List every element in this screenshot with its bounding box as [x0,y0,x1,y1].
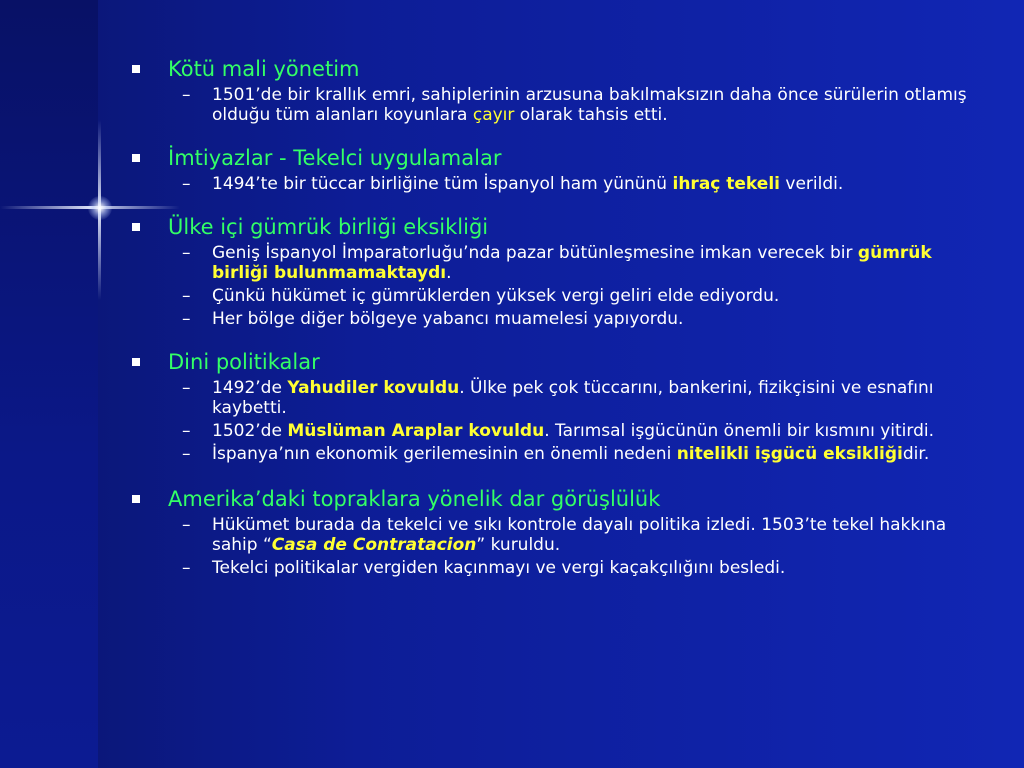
text: Geniş İspanyol İmparatorluğu’nda pazar bütünleşmesine imkan verecek bir [212,243,858,263]
text: . Ülke pek çok tüccarını, bankerini, fizikçisini ve esnafını kaybetti. [212,378,934,418]
section-customs-union [130,214,990,329]
highlight-text: Casa de Contratacion [271,535,477,555]
highlight-text: Müslüman Araplar kovuldu [287,421,545,441]
heading-text: Amerika’daki topraklara yönelik dar görüşlülük [168,487,661,511]
sub-item [130,558,990,578]
text: . Tarımsal işgücünün önemli bir kısmını yitirdi. [544,421,935,441]
text: 1494’te bir tüccar birliğine tüm İspanyol ham yününü [212,174,673,194]
heading-text: Kötü mali yönetim [168,57,360,81]
dash-bullet: – [182,286,191,306]
highlight-text: nitelikli işgücü eksikliği [676,444,903,464]
square-bullet-icon [132,358,140,366]
left-panel [0,0,98,768]
text: 1502’de [212,421,288,441]
text: 1501’de bir krallık emri, sahiplerinin arzusuna bakılmaksızın daha önce sürülerin otlamış olduğu tüm alanları koyunlara [212,85,967,125]
sub-item [130,174,990,194]
dash-bullet: – [182,85,191,105]
text: Hükümet burada da tekelci ve sıkı kontrole dayalı politika izledi. 1503’te tekel hakkına sahip “ [212,515,947,555]
square-bullet-icon [132,223,140,231]
heading-text: İmtiyazlar - Tekelci uygulamalar [168,146,502,170]
sub-item [130,309,990,329]
text: verildi. [779,174,844,194]
sub-item [130,444,990,464]
text: 1492’de [212,378,288,398]
text: Her bölge diğer bölgeye yabancı muamelesi yapıyordu. [212,309,684,329]
dash-bullet: – [182,515,191,535]
text: dir. [902,444,930,464]
square-bullet-icon [132,495,140,503]
sub-item [130,515,990,555]
text: İspanya’nın ekonomik gerilemesinin en önemli nedeni [212,444,677,464]
square-bullet-icon [132,154,140,162]
text: Çünkü hükümet iç gümrüklerden yüksek vergi geliri elde ediyordu. [212,286,780,306]
sub-item [130,85,990,125]
dash-bullet: – [182,558,191,578]
highlight-text: ihraç tekeli [672,174,780,194]
text: Tekelci politikalar vergiden kaçınmayı ve vergi kaçakçılığını besledi. [212,558,786,578]
dash-bullet: – [182,174,191,194]
section-americas-shortsightedness [130,486,990,578]
section-religious-policies [130,349,990,464]
heading-text: Ülke içi gümrük birliği eksikliği [168,215,489,239]
highlight-text: gümrük birliği bulunmamaktaydı [212,243,932,283]
sub-item [130,421,990,441]
sub-item [130,286,990,306]
sub-item [130,378,990,418]
dash-bullet: – [182,243,191,263]
bullet-heading [130,349,990,375]
sub-item [130,243,990,283]
light-flare-icon [88,196,112,220]
dash-bullet: – [182,378,191,398]
text: . [446,263,452,283]
bullet-heading [130,56,990,82]
bullet-heading [130,486,990,512]
highlight-text: Yahudiler kovuldu [287,378,460,398]
heading-text: Dini politikalar [168,350,320,374]
text: ” kuruldu. [476,535,561,555]
dash-bullet: – [182,309,191,329]
slide-content [130,56,990,598]
dash-bullet: – [182,444,191,464]
bullet-heading [130,214,990,240]
section-privileges-monopolies [130,145,990,194]
section-bad-fiscal-management [130,56,990,125]
bullet-heading [130,145,990,171]
dash-bullet: – [182,421,191,441]
square-bullet-icon [132,65,140,73]
highlight-text: çayır [472,105,515,125]
text: olarak tahsis etti. [514,105,668,125]
